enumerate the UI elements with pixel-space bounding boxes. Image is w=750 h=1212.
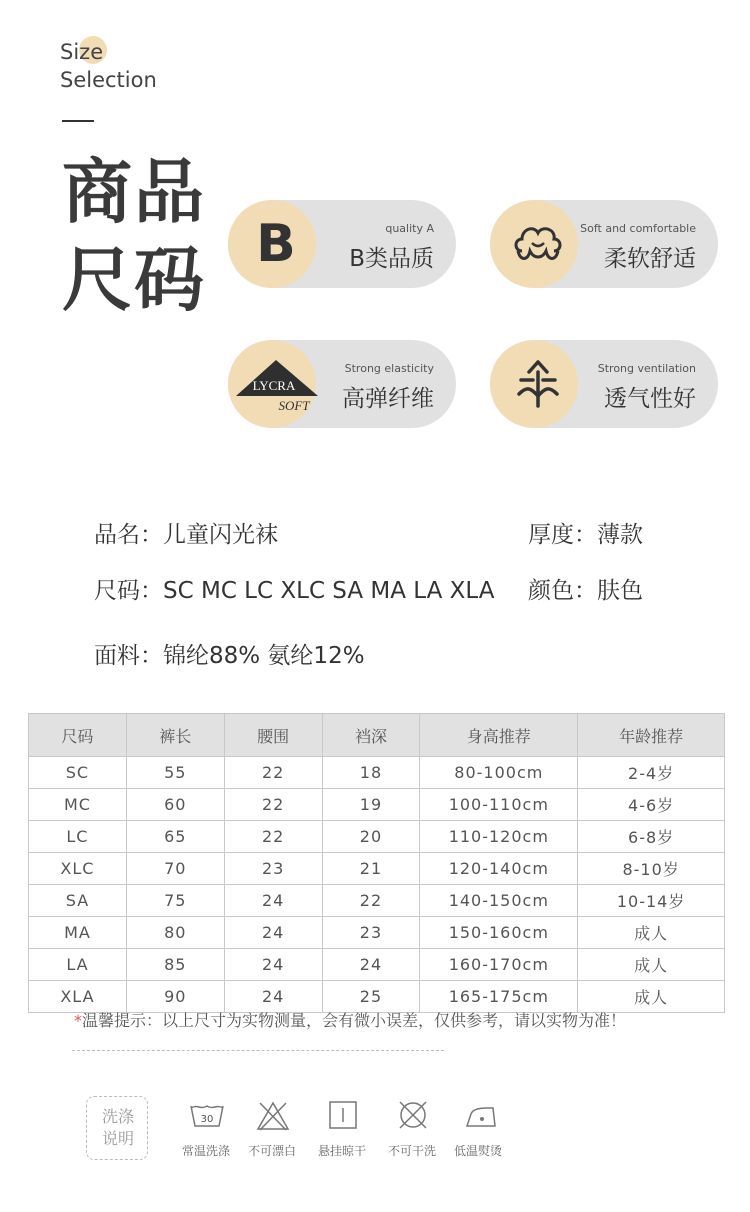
table-cell: 成人 bbox=[578, 949, 725, 981]
table-cell: MC bbox=[29, 789, 127, 821]
size-tip bbox=[74, 1008, 626, 1031]
table-cell: 24 bbox=[224, 885, 322, 917]
table-cell: 165-175cm bbox=[420, 981, 578, 1013]
feature-quality bbox=[228, 200, 456, 288]
table-cell: SA bbox=[29, 885, 127, 917]
table-cell: 55 bbox=[126, 757, 224, 789]
table-cell: 24 bbox=[322, 949, 420, 981]
product-color: 颜色：肤色 bbox=[528, 578, 643, 604]
table-row bbox=[29, 757, 725, 789]
table-cell: 120-140cm bbox=[420, 853, 578, 885]
feature-en: Strong elasticity bbox=[344, 362, 434, 375]
table-cell: 80-100cm bbox=[420, 757, 578, 789]
title-line-1: 商品 bbox=[62, 151, 206, 233]
letter-b-icon: B bbox=[256, 214, 296, 274]
table-cell: 150-160cm bbox=[420, 917, 578, 949]
table-cell: 6-8岁 bbox=[578, 821, 725, 853]
dashed-divider bbox=[72, 1050, 444, 1051]
table-cell: 80 bbox=[126, 917, 224, 949]
wash-item-label: 常温洗涤 bbox=[182, 1144, 231, 1158]
table-cell: XLA bbox=[29, 981, 127, 1013]
feature-ventilation bbox=[490, 340, 718, 428]
table-cell: 90 bbox=[126, 981, 224, 1013]
size-table bbox=[28, 713, 725, 1013]
wash-item-label: 不可干洗 bbox=[388, 1144, 437, 1158]
no-bleach-icon bbox=[248, 1100, 298, 1136]
table-cell: 160-170cm bbox=[420, 949, 578, 981]
soft-text: SOFT bbox=[278, 398, 310, 413]
table-cell: XLC bbox=[29, 853, 127, 885]
soft-cloud-icon bbox=[490, 200, 586, 288]
table-cell: 23 bbox=[322, 917, 420, 949]
wash-item-label: 低温熨烫 bbox=[454, 1144, 503, 1158]
table-row bbox=[29, 789, 725, 821]
lycra-soft-logo bbox=[228, 340, 324, 428]
table-cell: LC bbox=[29, 821, 127, 853]
feature-cn: 透气性好 bbox=[604, 386, 696, 412]
wash-label-line2: 说明 bbox=[101, 1129, 134, 1148]
title-line-2: 尺码 bbox=[62, 239, 206, 321]
table-cell: 22 bbox=[224, 757, 322, 789]
table-cell: 10-14岁 bbox=[578, 885, 725, 917]
table-cell: 成人 bbox=[578, 981, 725, 1013]
no-dry-clean-icon bbox=[388, 1099, 438, 1135]
feature-en: Strong ventilation bbox=[597, 362, 696, 375]
product-name: 品名：儿童闪光袜 bbox=[94, 522, 278, 548]
feature-elasticity bbox=[228, 340, 456, 428]
product-sizes: 尺码：SC MC LC XLC SA MA LA XLA bbox=[94, 578, 495, 604]
table-cell: 65 bbox=[126, 821, 224, 853]
table-row bbox=[29, 885, 725, 917]
table-row bbox=[29, 821, 725, 853]
table-cell: 8-10岁 bbox=[578, 853, 725, 885]
table-header: 年龄推荐 bbox=[578, 714, 725, 757]
svg-text:30: 30 bbox=[200, 1114, 214, 1125]
wash-30-icon bbox=[182, 1102, 232, 1134]
feature-cn: 柔软舒适 bbox=[604, 246, 696, 272]
table-cell: 19 bbox=[322, 789, 420, 821]
feature-en: Soft and comfortable bbox=[580, 222, 696, 235]
table-cell: 24 bbox=[224, 917, 322, 949]
product-thickness: 厚度：薄款 bbox=[528, 522, 643, 548]
feature-cn: B类品质 bbox=[349, 246, 434, 272]
table-cell: 4-6岁 bbox=[578, 789, 725, 821]
table-row bbox=[29, 853, 725, 885]
table-cell: 20 bbox=[322, 821, 420, 853]
low-iron-icon bbox=[456, 1102, 506, 1134]
product-material: 面料：锦纶88% 氨纶12% bbox=[94, 643, 365, 669]
wash-label-line1: 洗涤 bbox=[101, 1107, 134, 1126]
table-cell: 成人 bbox=[578, 917, 725, 949]
title-dash bbox=[62, 120, 94, 122]
table-row bbox=[29, 917, 725, 949]
tip-text: 温馨提示：以上尺寸为实物测量，会有微小误差，仅供参考，请以实物为准！ bbox=[82, 1011, 627, 1030]
lycra-text: LYCRA bbox=[252, 378, 296, 393]
table-cell: 23 bbox=[224, 853, 322, 885]
table-cell: 24 bbox=[224, 949, 322, 981]
feature-soft bbox=[490, 200, 718, 288]
table-header: 腰围 bbox=[224, 714, 322, 757]
table-cell: 18 bbox=[322, 757, 420, 789]
table-cell: LA bbox=[29, 949, 127, 981]
table-cell: 22 bbox=[224, 789, 322, 821]
table-header: 尺码 bbox=[29, 714, 127, 757]
table-cell: 21 bbox=[322, 853, 420, 885]
table-row bbox=[29, 949, 725, 981]
table-cell: MA bbox=[29, 917, 127, 949]
feature-en: quality A bbox=[385, 222, 434, 235]
table-header: 裤长 bbox=[126, 714, 224, 757]
selection-word: Selection bbox=[60, 68, 157, 92]
table-cell: SC bbox=[29, 757, 127, 789]
table-cell: 75 bbox=[126, 885, 224, 917]
table-cell: 70 bbox=[126, 853, 224, 885]
table-cell: 140-150cm bbox=[420, 885, 578, 917]
wash-label bbox=[98, 1106, 138, 1150]
table-cell: 24 bbox=[224, 981, 322, 1013]
feature-cn: 高弹纤维 bbox=[342, 386, 434, 412]
tip-star: * bbox=[74, 1011, 82, 1030]
table-cell: 60 bbox=[126, 789, 224, 821]
table-cell: 110-120cm bbox=[420, 821, 578, 853]
table-cell: 22 bbox=[322, 885, 420, 917]
table-cell: 2-4岁 bbox=[578, 757, 725, 789]
table-cell: 25 bbox=[322, 981, 420, 1013]
table-cell: 100-110cm bbox=[420, 789, 578, 821]
wash-item-label: 悬挂晾干 bbox=[318, 1144, 367, 1158]
table-header-row bbox=[29, 714, 725, 757]
table-header: 裆深 bbox=[322, 714, 420, 757]
size-word: Size bbox=[60, 40, 104, 64]
hang-dry-icon bbox=[318, 1100, 368, 1134]
wash-item-label: 不可漂白 bbox=[248, 1144, 297, 1158]
table-cell: 22 bbox=[224, 821, 322, 853]
table-cell: 85 bbox=[126, 949, 224, 981]
ventilation-icon bbox=[490, 340, 586, 428]
table-header: 身高推荐 bbox=[420, 714, 578, 757]
